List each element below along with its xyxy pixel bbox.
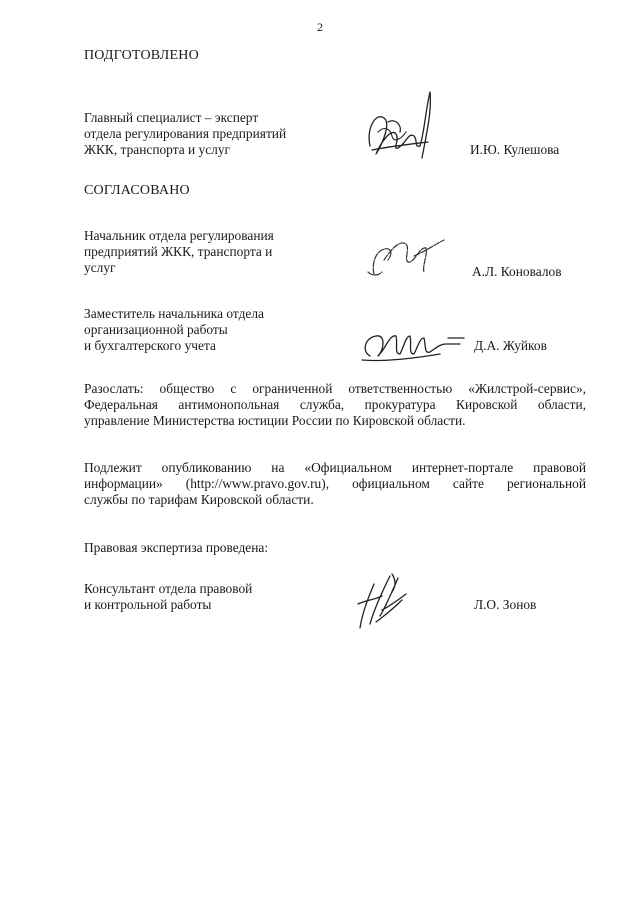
legal-review-title <box>84 581 252 613</box>
agreed-heading: СОГЛАСОВАНО <box>84 183 190 198</box>
title-line: Главный специалист – эксперт <box>84 110 259 125</box>
title-line: Начальник отдела регулирования <box>84 228 274 243</box>
signer-name: Д.А. Жуйков <box>474 338 547 353</box>
legal-review-note: Правовая экспертиза проведена: <box>84 540 269 555</box>
signer-name: И.Ю. Кулешова <box>470 142 560 157</box>
title-line: и бухгалтерского учета <box>84 338 216 353</box>
agreed-signer-2-title <box>84 306 264 354</box>
title-line: отдела регулирования предприятий <box>84 126 287 141</box>
paragraph-line: информации» (http://www.pravo.gov.ru), официальном сайте региональной <box>84 476 586 491</box>
title-line: ЖКК, транспорта и услуг <box>84 142 231 157</box>
title-line: предприятий ЖКК, транспорта и <box>84 244 273 259</box>
title-line: и контрольной работы <box>84 597 212 612</box>
prepared-heading: ПОДГОТОВЛЕНО <box>84 48 199 63</box>
signature-kuleshova <box>362 88 442 174</box>
signature-zhuykov <box>356 326 468 372</box>
signature-konovalov <box>364 232 448 284</box>
title-line: Заместитель начальника отдела <box>84 306 264 321</box>
agreed-signer-1-title <box>84 228 274 276</box>
signature-zonov <box>352 570 414 636</box>
distribution-paragraph <box>84 381 586 429</box>
title-line: Консультант отдела правовой <box>84 581 253 596</box>
title-line: организационной работы <box>84 322 228 337</box>
paragraph-line: управление Министерства юстиции России по Кировской области. <box>84 413 466 428</box>
signer-name: А.Л. Коновалов <box>472 264 562 279</box>
paragraph-line: Разослать: общество с ограниченной ответственностью «Жилстрой-сервис», <box>84 381 586 396</box>
prepared-title <box>84 110 286 158</box>
paragraph-line: Федеральная антимонопольная служба, прокуратура Кировской области, <box>84 397 586 412</box>
paragraph-line: Подлежит опубликованию на «Официальном интернет-портале правовой <box>84 460 586 475</box>
publication-paragraph <box>84 460 586 508</box>
signer-name: Л.О. Зонов <box>474 597 537 612</box>
paragraph-line: службы по тарифам Кировской области. <box>84 492 314 507</box>
page-number: 2 <box>317 20 323 34</box>
title-line: услуг <box>84 260 116 275</box>
